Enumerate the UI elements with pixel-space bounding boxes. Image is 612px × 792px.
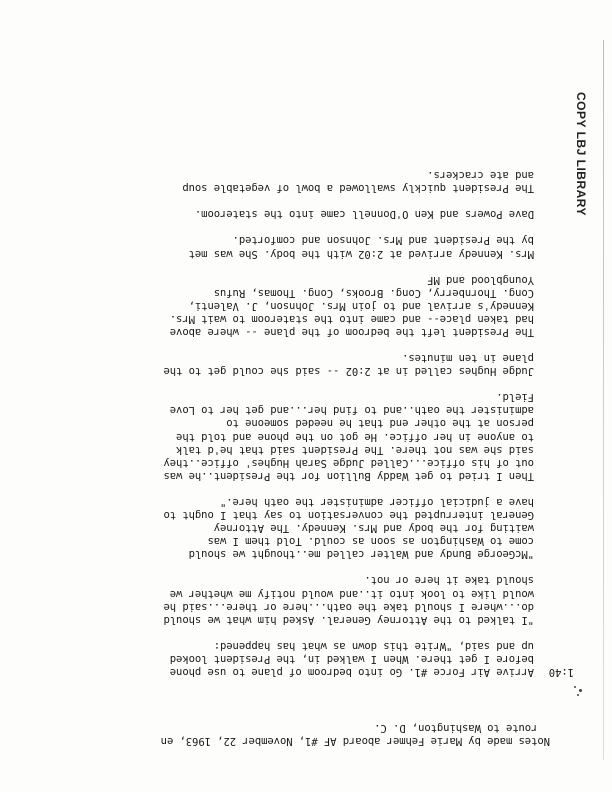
scan-speck: [579, 689, 582, 692]
paragraph: The President quickly swallowed a bowl of vegetable soup and ate crackers.: [182, 169, 534, 195]
paragraph: "McGeorge Bundy and Walter called me..thought we should come to Washington as soon as could. Told them I was waiting for the body and Mrs. Kennedy. The Attorney General interrupted the conversation to say that I ought to have a judicial officer administer the oath here.": [163, 495, 534, 561]
scan-speck: [577, 694, 579, 696]
library-stamp: COPY LBJ LIBRARY: [574, 92, 588, 217]
paragraph: Judge Hughes called in at 2:02 -- said she could get to the plane in ten minutes.: [163, 352, 534, 378]
paragraph: Then I tried to get Waddy Bullion for the President..he was out of his office...Called Judge Sarah Hughes' office..they said she was not there. The President said that he'd talk to anyone in her office. He got on the phone and told the person at the other end that he needed someone to administer the oath..and to find her...and get her to Love Field.: [163, 391, 534, 482]
scan-speck: [574, 686, 576, 688]
document-heading: Notes made by Marie Fehmer aboard AF #1, November 22, 1963, en route to Washington, D. C.: [160, 721, 550, 747]
document-body: [19, 155, 534, 678]
paragraph: Dave Powers and Ken O'Donnell came into the stateroom.: [194, 208, 534, 221]
paragraph: Arrive Air Force #1. Go into bedroom of plane to use phone before I get there. When I walked in, the President looked up and said, "Write this down as what has happened:: [169, 639, 534, 678]
paragraph: The President left the bedroom of the plane -- where above had taken place-- and came into the stateroom to wait Mrs. Kennedy's arrival and to join Mrs. Johnson, J. Valenti, Cong. Thornberry, Cong. Brooks, Cong. Thomas, Rufus Youngblood and MF: [169, 273, 534, 339]
paragraph: Mrs. Kennedy arrived at 2:02 with the body. She was met by the President and Mrs. Johnson and comforted.: [188, 234, 534, 260]
time-label: 1:40: [548, 666, 574, 678]
paragraph: "I talked to the Attorney General. Asked him what we should do...where I should take the oath...here or there...said he would like to look into it..and would notify me whether we should take it here or not.: [163, 574, 534, 626]
